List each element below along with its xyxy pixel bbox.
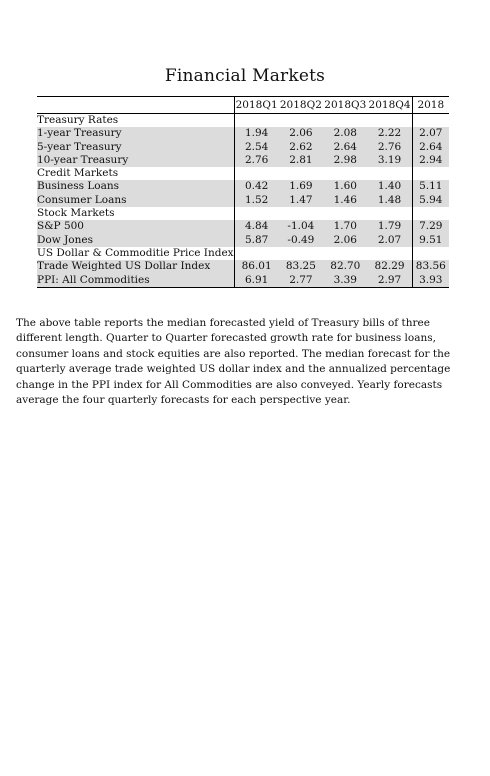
- row-label: PPI: All Commodities: [37, 274, 234, 288]
- row-label: 1-year Treasury: [37, 127, 234, 140]
- row-label: S&P 500: [37, 220, 234, 233]
- table-cell: 7.29: [412, 220, 449, 233]
- table-cell: 1.79: [368, 220, 413, 233]
- table-cell: 1.52: [234, 194, 279, 207]
- table-cell: 2.22: [368, 127, 413, 140]
- column-header: 2018Q3: [323, 97, 367, 114]
- table-cell: 1.47: [279, 194, 323, 207]
- table-row: [37, 260, 449, 273]
- table-header-row: [37, 97, 449, 114]
- row-label: Business Loans: [37, 180, 234, 193]
- table-cell: 2.64: [412, 141, 449, 154]
- table-cell: 1.46: [323, 194, 367, 207]
- table-cell: 2.64: [323, 141, 367, 154]
- column-header: 2018Q4: [368, 97, 413, 114]
- row-label: 5-year Treasury: [37, 141, 234, 154]
- table-cell: -1.04: [279, 220, 323, 233]
- section-label: Treasury Rates: [37, 114, 119, 126]
- section-header-row: [37, 207, 449, 220]
- table-cell: 3.39: [323, 274, 367, 288]
- table-cell: 5.11: [412, 180, 449, 193]
- table-cell: 2.06: [323, 234, 367, 247]
- table-cell: 4.84: [234, 220, 279, 233]
- table-cell: 82.70: [323, 260, 367, 273]
- table-cell: 2.97: [368, 274, 413, 288]
- table-cell: 83.56: [412, 260, 449, 273]
- table-row: [37, 234, 449, 247]
- table-cell: 1.70: [323, 220, 367, 233]
- column-header: 2018Q1: [234, 97, 279, 114]
- table-cell: 2.54: [234, 141, 279, 154]
- table-cell: 1.69: [279, 180, 323, 193]
- table-cell: 1.40: [368, 180, 413, 193]
- table-cell: 2.98: [323, 154, 367, 167]
- row-label: Dow Jones: [37, 234, 234, 247]
- section-header-row: [37, 167, 449, 180]
- table-cell: 86.01: [234, 260, 279, 273]
- table-cell: 5.87: [234, 234, 279, 247]
- section-header-row: [37, 114, 449, 128]
- column-header: 2018Q2: [279, 97, 323, 114]
- table-cell: 2.81: [279, 154, 323, 167]
- page-title: Financial Markets: [164, 66, 326, 86]
- table-cell: 0.42: [234, 180, 279, 193]
- column-header: 2018: [412, 97, 449, 114]
- table-cell: 2.76: [234, 154, 279, 167]
- table-cell: 2.08: [323, 127, 367, 140]
- row-label: Trade Weighted US Dollar Index: [37, 260, 234, 273]
- table-cell: 1.94: [234, 127, 279, 140]
- table-row: [37, 127, 449, 140]
- table-cell: 6.91: [234, 274, 279, 288]
- row-label: Consumer Loans: [37, 194, 234, 207]
- table-cell: 82.29: [368, 260, 413, 273]
- table-cell: 1.48: [368, 194, 413, 207]
- table-row: [37, 180, 449, 193]
- table-cell: 3.93: [412, 274, 449, 288]
- table-cell: 2.76: [368, 141, 413, 154]
- header-blank: [37, 97, 234, 114]
- table-row: [37, 274, 449, 288]
- description-paragraph: The above table reports the median forecasted yield of Treasury bills of three different length. Quarter to Quarter forecasted growth rate for business loans, consumer loans and stock equities are also reported. The median forecast for the quarterly average trade weighted US dollar index and the annualized percentage change in the PPI index for All Commodities are also conveyed. Yearly forecasts average the four quarterly forecasts for each perspective year.: [16, 316, 451, 407]
- table-row: [37, 154, 449, 167]
- section-label: US Dollar & Commoditie Price Index: [37, 246, 234, 259]
- table-row: [37, 141, 449, 154]
- row-label: 10-year Treasury: [37, 154, 234, 167]
- table-cell: 2.06: [279, 127, 323, 140]
- financial-markets-table: [37, 96, 449, 288]
- section-label: Stock Markets: [37, 207, 115, 220]
- table-cell: -0.49: [279, 234, 323, 247]
- table-cell: 2.07: [368, 234, 413, 247]
- table-cell: 2.94: [412, 154, 449, 167]
- table-cell: 2.62: [279, 141, 323, 154]
- table-cell: 1.60: [323, 180, 367, 193]
- table-cell: 5.94: [412, 194, 449, 207]
- table-cell: 3.19: [368, 154, 413, 167]
- table-cell: 2.07: [412, 127, 449, 140]
- section-label: Credit Markets: [37, 167, 119, 180]
- section-header-row: [37, 247, 449, 260]
- table-cell: 83.25: [279, 260, 323, 273]
- table-row: [37, 220, 449, 233]
- table-row: [37, 194, 449, 207]
- table-cell: 2.77: [279, 274, 323, 288]
- table-cell: 9.51: [412, 234, 449, 247]
